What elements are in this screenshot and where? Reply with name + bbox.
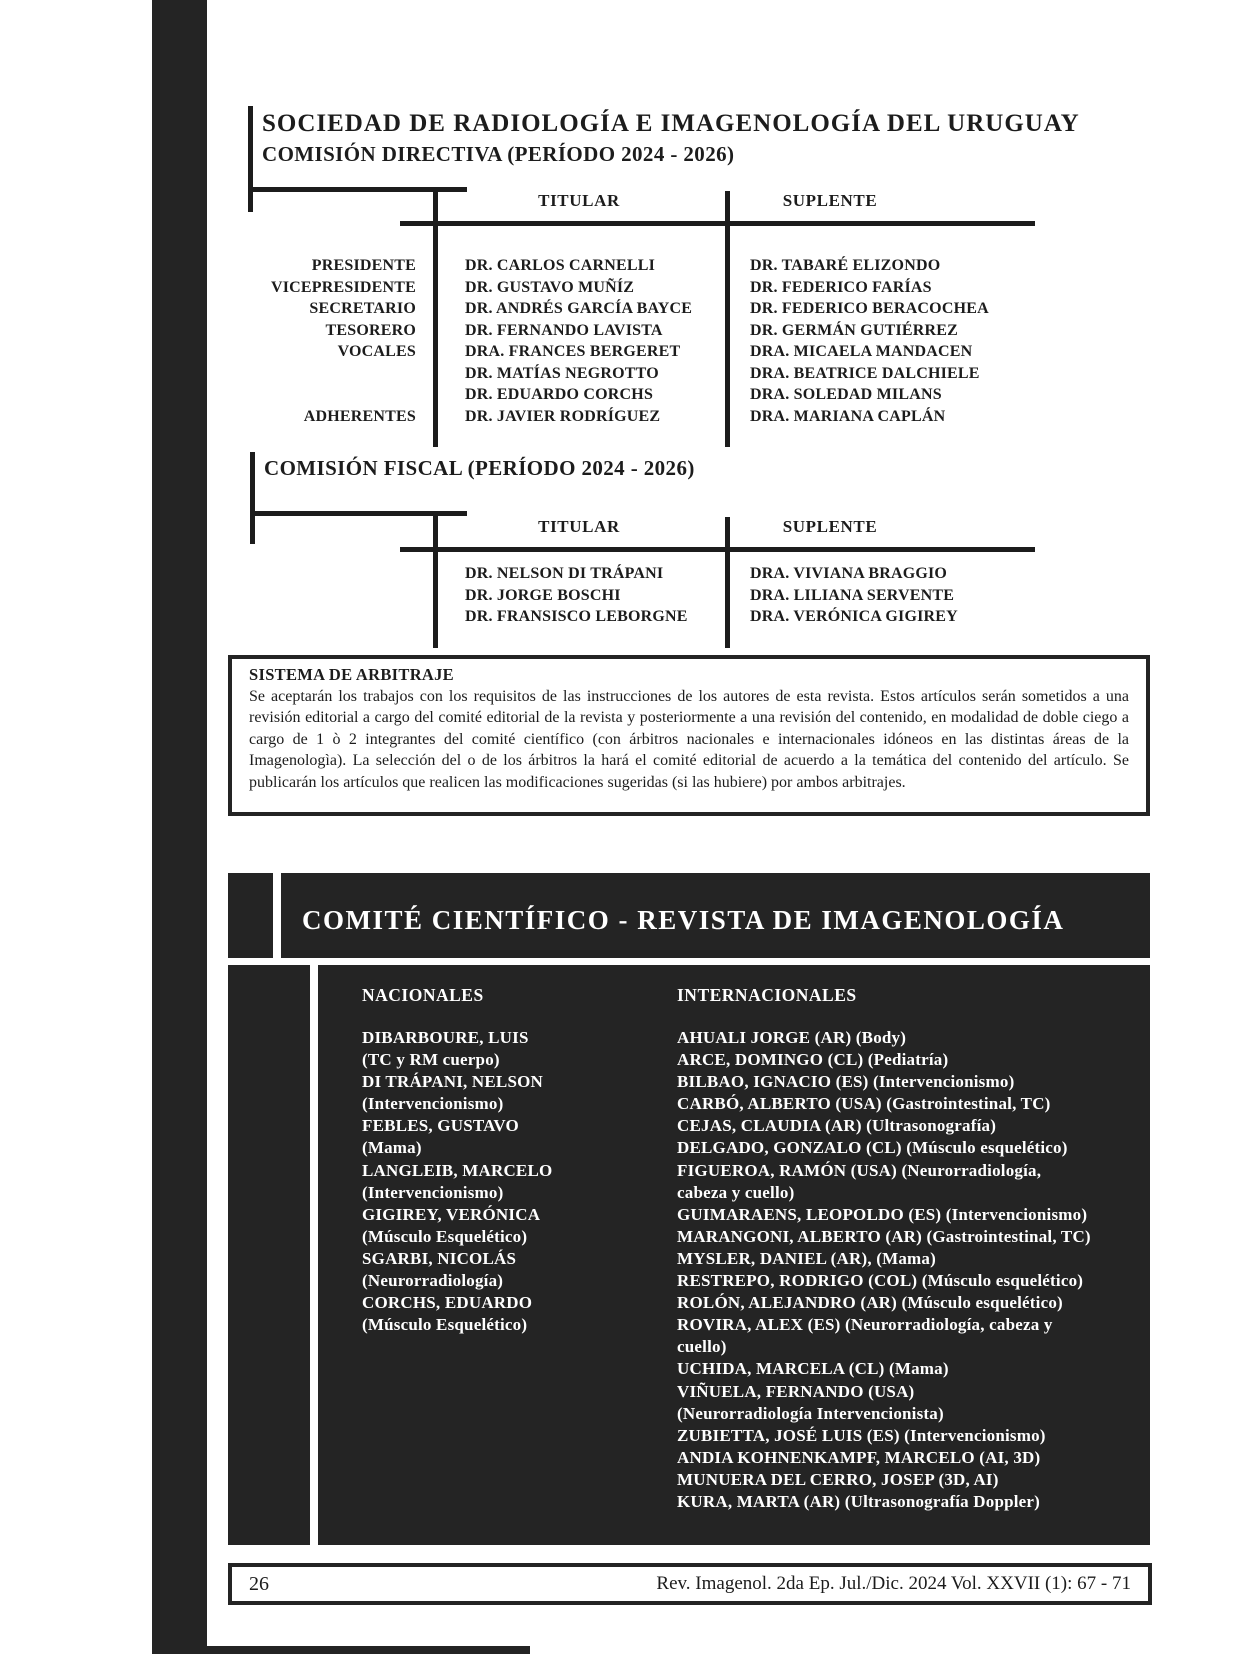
titular-name: DRA. FRANCES BERGERET [465, 343, 681, 360]
member-line: ANDIA KOHNENKAMPF, MARCELO (AI, 3D) [677, 1447, 1041, 1467]
suplente-name: DRA. SOLEDAD MILANS [750, 386, 942, 403]
member-line: (Intervencionismo) [362, 1182, 504, 1202]
member-line: AHUALI JORGE (AR) (Body) [677, 1028, 907, 1047]
committee-members-panel [318, 965, 1150, 1545]
member-line: (Músculo Esquelético) [362, 1315, 528, 1335]
member-line: RESTREPO, RODRIGO (COL) (Músculo esquelético) [677, 1271, 1084, 1291]
suplente-name: DR. TABARÉ ELIZONDO [750, 257, 941, 274]
member-line: GUIMARAENS, LEOPOLDO (ES) (Intervencionismo) [677, 1204, 1088, 1224]
bottom-margin-bar [152, 1646, 530, 1654]
suplente-name: DRA. MICAELA MANDACEN [750, 343, 973, 360]
member-line: (Músculo Esquelético) [362, 1226, 528, 1246]
role-label: SECRETARIO [309, 300, 416, 317]
column-header-suplente: SUPLENTE [782, 517, 878, 536]
suplente-name: DRA. BEATRICE DALCHIELE [750, 364, 980, 382]
role-label: ADHERENTES [303, 407, 416, 425]
member-line: (TC y RM cuerpo) [362, 1050, 500, 1070]
titular-name: DR. GUSTAVO MUÑÍZ [465, 278, 635, 296]
member-line: DELGADO, GONZALO (CL) (Músculo esquelético) [677, 1138, 1068, 1158]
page-footer [228, 1563, 1152, 1605]
committee-left-column-bar [228, 965, 310, 1545]
table-left-vline [433, 511, 438, 648]
arbitration-title: SISTEMA DE ARBITRAJE [249, 665, 454, 684]
arbitration-system-box [228, 655, 1150, 816]
nacionales-header: NACIONALES [362, 985, 484, 1005]
role-label: TESORERO [325, 321, 416, 339]
suplente-name: DR. GERMÁN GUTIÉRREZ [750, 321, 959, 339]
suplente-name: DR. FEDERICO FARÍAS [750, 278, 932, 296]
member-line: FIGUEROA, RAMÓN (USA) (Neurorradiología, [677, 1160, 1042, 1180]
titular-name: DR. JAVIER RODRÍGUEZ [465, 407, 661, 425]
nacionales-column [362, 985, 552, 1337]
role-label: PRESIDENTE [311, 257, 416, 274]
titular-name: DR. ANDRÉS GARCÍA BAYCE [465, 300, 693, 317]
column-header-suplente: SUPLENTE [782, 191, 878, 210]
member-line: UCHIDA, MARCELA (CL) (Mama) [677, 1359, 949, 1379]
member-line: CARBÓ, ALBERTO (USA) (Gastrointestinal, TC) [677, 1094, 1051, 1114]
arbitration-paragraph: Se aceptarán los trabajos con los requisitos de las instrucciones de los autores de esta revista. Estos artículos serán sometidos a una revisión editorial a cargo del comité editorial de la revista y posteriormente a una revisión del contenido, en modalidad de doble ciego a cargo de 1 ò 2 integrantes del comité científico (con árbitros nacionales e internacionales idóneos en las distintas áreas de la Imagenologìa). La selección del o de los árbitros la hará el comité editorial de acuerdo a la temática del contenido del artículo. Se publicarán los artículos que realicen las modificaciones sugeridas (si las hubiere) por ambos arbitrajes. [249, 688, 1129, 791]
member-line: (Neurorradiología Intervencionista) [677, 1403, 944, 1423]
member-line: (Neurorradiología) [362, 1271, 504, 1291]
member-line: CEJAS, CLAUDIA (AR) (Ultrasonografía) [677, 1116, 997, 1136]
table-divider-vline [725, 191, 730, 447]
titular-name: DR. CARLOS CARNELLI [465, 257, 656, 274]
suplente-name: DRA. MARIANA CAPLÁN [750, 407, 946, 425]
fiscal-suplente-column [750, 565, 1035, 630]
nacionales-list [362, 1028, 552, 1337]
table-top-rule [400, 547, 1035, 552]
member-line: VIÑUELA, FERNANDO (USA) [677, 1381, 915, 1401]
role-label: VICEPRESIDENTE [270, 278, 416, 296]
member-line: SGARBI, NICOLÁS [362, 1248, 517, 1268]
internacionales-column [677, 985, 1091, 1514]
member-line: (Mama) [362, 1138, 422, 1158]
column-header-titular: TITULAR [538, 191, 620, 210]
titular-name: DR. NELSON DI TRÁPANI [465, 565, 664, 582]
member-line: DIBARBOURE, LUIS [362, 1028, 529, 1047]
bracket-vertical-line [250, 452, 255, 544]
titular-name: DR. EDUARDO CORCHS [465, 386, 654, 403]
member-line: ROVIRA, ALEX (ES) (Neurorradiología, cabeza y [677, 1315, 1053, 1335]
committee-title: COMITÉ CIENTÍFICO - REVISTA DE IMAGENOLOGÍA [302, 905, 1065, 935]
left-margin-bar [152, 0, 207, 1654]
member-line: MARANGONI, ALBERTO (AR) (Gastrointestinal, TC) [677, 1226, 1091, 1246]
journal-citation: Rev. Imagenol. 2da Ep. Jul./Dic. 2024 Vol. XXVII (1): 67 - 71 [656, 1573, 1131, 1594]
member-line: cuello) [677, 1337, 727, 1357]
suplente-name: DRA. VERÓNICA GIGIREY [750, 608, 958, 625]
bracket-vertical-line [248, 106, 253, 212]
titular-name: DR. FRANSISCO LEBORGNE [465, 608, 688, 625]
member-line: cabeza y cuello) [677, 1182, 795, 1202]
comision-directiva-title: COMISIÓN DIRECTIVA (PERÍODO 2024 - 2026) [262, 142, 735, 166]
member-line: MYSLER, DANIEL (AR), (Mama) [677, 1248, 936, 1268]
member-line: KURA, MARTA (AR) (Ultrasonografía Doppler) [677, 1491, 1041, 1511]
role-label [230, 365, 416, 387]
directiva-suplente-column [750, 257, 1035, 429]
member-line: CORCHS, EDUARDO [362, 1293, 533, 1313]
internacionales-list [677, 1028, 1091, 1514]
committee-header-square [228, 873, 273, 958]
committee-header-band [281, 873, 1150, 958]
titular-name: DR. JORGE BOSCHI [465, 586, 621, 604]
titular-name: DR. FERNANDO LAVISTA [465, 321, 663, 339]
suplente-name: DRA. VIVIANA BRAGGIO [750, 565, 948, 582]
internacionales-header: INTERNACIONALES [677, 985, 857, 1005]
member-line: FEBLES, GUSTAVO [362, 1116, 519, 1136]
role-label: VOCALES [337, 343, 416, 360]
titular-name: DR. MATÍAS NEGROTTO [465, 364, 659, 382]
member-line: ARCE, DOMINGO (CL) (Pediatría) [677, 1050, 949, 1070]
member-line: (Intervencionismo) [362, 1094, 504, 1114]
page-number: 26 [249, 1572, 269, 1595]
directiva-roles-column [230, 257, 416, 429]
suplente-name: DRA. LILIANA SERVENTE [750, 586, 955, 604]
directiva-titular-column [465, 257, 720, 429]
member-line: DI TRÁPANI, NELSON [362, 1072, 544, 1092]
member-line: BILBAO, IGNACIO (ES) (Intervencionismo) [677, 1072, 1015, 1092]
table-divider-vline [725, 517, 730, 648]
fiscal-titular-column [465, 565, 720, 630]
column-header-titular: TITULAR [538, 517, 620, 536]
suplente-name: DR. FEDERICO BERACOCHEA [750, 300, 989, 317]
member-line: ZUBIETTA, JOSÉ LUIS (ES) (Intervencionismo) [677, 1425, 1046, 1445]
table-top-rule [400, 221, 1035, 226]
member-line: MUNUERA DEL CERRO, JOSEP (3D, AI) [677, 1469, 999, 1489]
member-line: LANGLEIB, MARCELO [362, 1160, 553, 1180]
table-left-vline [433, 191, 438, 447]
comision-fiscal-title: COMISIÓN FISCAL (PERÍODO 2024 - 2026) [264, 456, 695, 480]
society-title: SOCIEDAD DE RADIOLOGÍA E IMAGENOLOGÍA DEL URUGUAY [262, 110, 1080, 137]
member-line: GIGIREY, VERÓNICA [362, 1204, 541, 1224]
role-label [230, 386, 416, 408]
member-line: ROLÓN, ALEJANDRO (AR) (Músculo esquelético) [677, 1293, 1063, 1313]
